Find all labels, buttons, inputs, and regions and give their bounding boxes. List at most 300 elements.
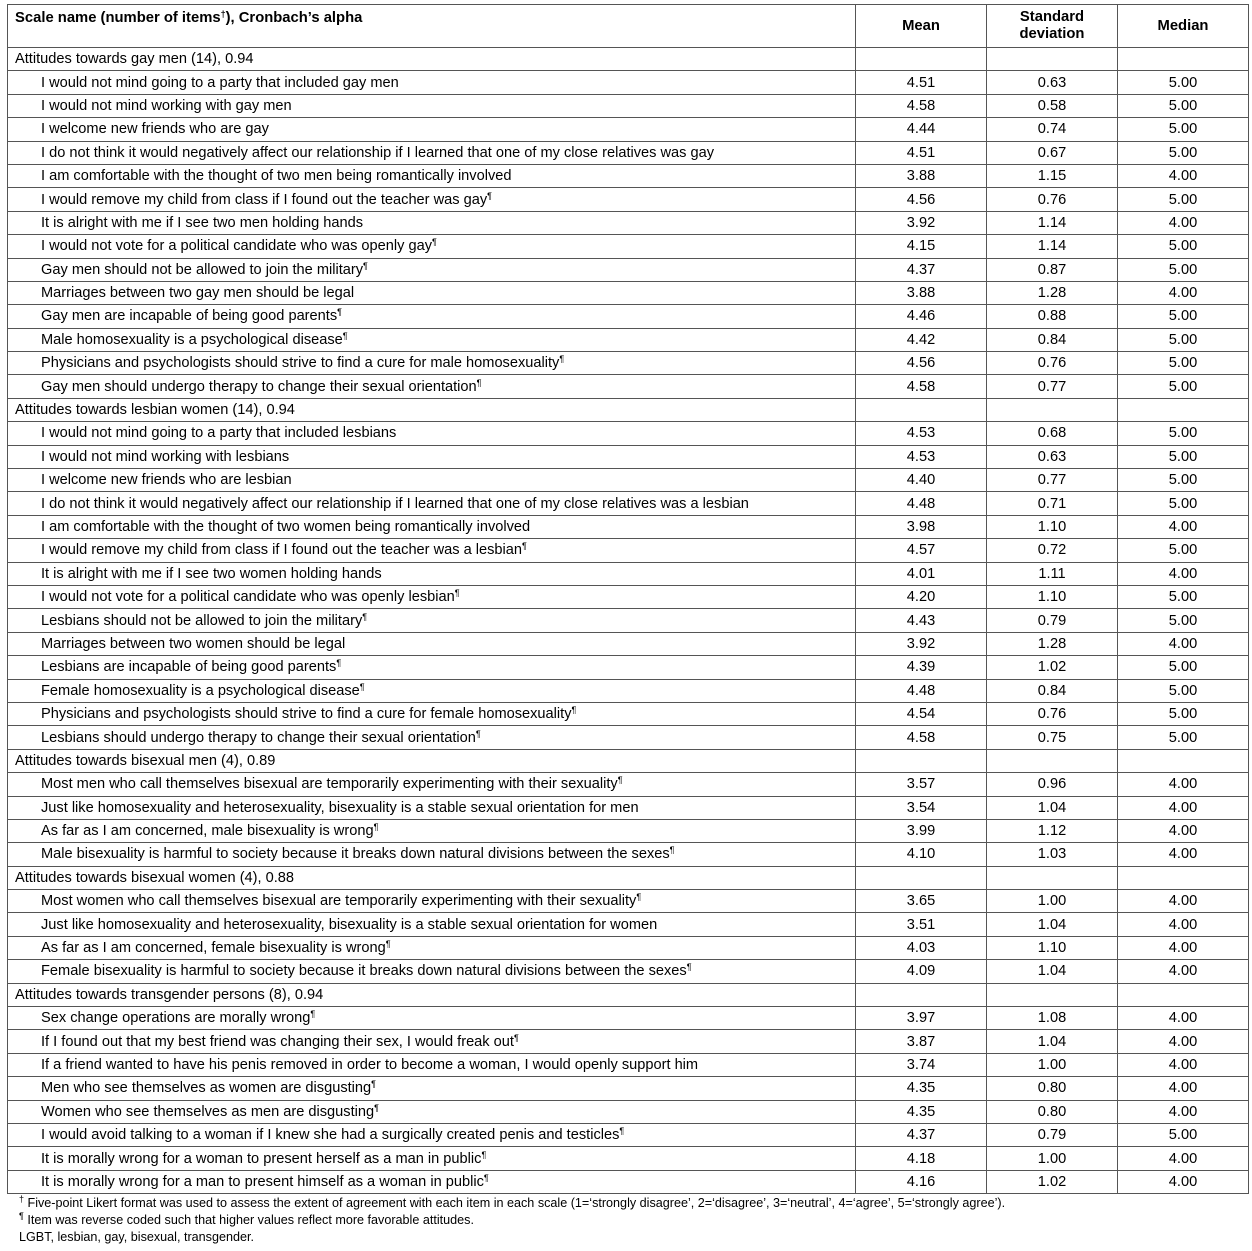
sd-value: 1.02	[987, 1170, 1118, 1193]
item-text: If a friend wanted to have his penis removed in order to become a woman, I would openly support him	[41, 1056, 699, 1073]
header-mean: Mean	[856, 5, 987, 48]
sd-value: 1.00	[987, 1053, 1118, 1076]
median-value: 4.00	[1118, 913, 1249, 936]
mean-value: 3.51	[856, 913, 987, 936]
reverse-coded-mark: ¶	[373, 822, 379, 833]
sd-value: 0.68	[987, 422, 1118, 445]
mean-value: 4.37	[856, 1123, 987, 1146]
item-text-cell	[8, 1077, 856, 1100]
table-row	[8, 936, 1249, 959]
item-text: Most men who call themselves bisexual are temporarily experimenting with their sexuality	[41, 776, 618, 793]
item-text-cell	[8, 796, 856, 819]
item-text: I would remove my child from class if I found out the teacher was a lesbian	[41, 542, 523, 559]
mean-value: 4.40	[856, 469, 987, 492]
header-median: Median	[1118, 5, 1249, 48]
sd-value: 0.80	[987, 1077, 1118, 1100]
median-value: 4.00	[1118, 960, 1249, 983]
item-text: Gay men are incapable of being good parents	[41, 308, 338, 325]
median-value: 4.00	[1118, 281, 1249, 304]
table-row	[8, 796, 1249, 819]
table-row	[8, 164, 1249, 187]
sd-value: 1.10	[987, 585, 1118, 608]
median-value: 5.00	[1118, 71, 1249, 94]
item-text-cell	[8, 585, 856, 608]
sd-value: 0.76	[987, 702, 1118, 725]
sd-value: 0.71	[987, 492, 1118, 515]
header-scale-name: Scale name (number of items†), Cronbach’s alpha	[8, 5, 856, 48]
mean-value: 3.99	[856, 819, 987, 842]
table-row	[8, 1053, 1249, 1076]
median-value: 4.00	[1118, 843, 1249, 866]
sd-value: 0.77	[987, 469, 1118, 492]
footnote-mark: †	[19, 1194, 25, 1204]
table-row	[8, 819, 1249, 842]
item-text: I would not mind working with lesbians	[41, 448, 290, 465]
median-value: 4.00	[1118, 632, 1249, 655]
item-text-cell	[8, 913, 856, 936]
table-row	[8, 679, 1249, 702]
median-value: 5.00	[1118, 188, 1249, 211]
sd-value: 0.76	[987, 188, 1118, 211]
median-value: 4.00	[1118, 211, 1249, 234]
footnote-mark: ¶	[19, 1211, 24, 1221]
median-value: 4.00	[1118, 819, 1249, 842]
empty-cell	[856, 866, 987, 889]
median-value: 4.00	[1118, 164, 1249, 187]
table-row	[8, 211, 1249, 234]
mean-value: 4.53	[856, 422, 987, 445]
item-text: If I found out that my best friend was changing their sex, I would freak out	[41, 1033, 514, 1050]
reverse-coded-mark: ¶	[454, 588, 460, 599]
empty-cell	[1118, 749, 1249, 772]
median-value: 5.00	[1118, 305, 1249, 328]
item-text: I would remove my child from class if I found out the teacher was gay	[41, 191, 488, 208]
item-text: Male homosexuality is a psychological disease	[41, 331, 343, 348]
item-text: Lesbians should not be allowed to join the military	[41, 612, 363, 629]
item-text-cell	[8, 960, 856, 983]
sd-value: 1.10	[987, 936, 1118, 959]
reverse-coded-mark: ¶	[363, 260, 368, 271]
reverse-coded-mark: ¶	[432, 237, 437, 248]
median-value: 4.00	[1118, 1053, 1249, 1076]
median-value: 5.00	[1118, 702, 1249, 725]
mean-value: 4.37	[856, 258, 987, 281]
item-text-cell	[8, 1007, 856, 1030]
median-value: 4.00	[1118, 796, 1249, 819]
sd-value: 0.58	[987, 94, 1118, 117]
item-text-cell	[8, 258, 856, 281]
median-value: 5.00	[1118, 352, 1249, 375]
table-row	[8, 235, 1249, 258]
sd-value: 0.96	[987, 773, 1118, 796]
sd-value: 0.87	[987, 258, 1118, 281]
table-row	[8, 71, 1249, 94]
item-text-cell	[8, 702, 856, 725]
item-text-cell	[8, 164, 856, 187]
empty-cell	[856, 398, 987, 421]
item-text: I would not mind going to a party that included gay men	[41, 74, 399, 91]
table-row	[8, 1030, 1249, 1053]
reverse-coded-mark: ¶	[371, 1079, 376, 1090]
item-text: Just like homosexuality and heterosexuality, bisexuality is a stable sexual orientation for men	[41, 799, 639, 816]
reverse-coded-mark: ¶	[385, 939, 391, 950]
sd-value: 0.63	[987, 445, 1118, 468]
median-value: 4.00	[1118, 1147, 1249, 1170]
median-value: 5.00	[1118, 656, 1249, 679]
table-row	[8, 843, 1249, 866]
sd-value: 1.04	[987, 1030, 1118, 1053]
median-value: 5.00	[1118, 726, 1249, 749]
mean-value: 4.09	[856, 960, 987, 983]
item-text-cell	[8, 1053, 856, 1076]
sd-value: 1.00	[987, 890, 1118, 913]
mean-value: 3.92	[856, 632, 987, 655]
table-row	[8, 1007, 1249, 1030]
median-value: 4.00	[1118, 936, 1249, 959]
item-text-cell	[8, 1100, 856, 1123]
sd-value: 1.14	[987, 235, 1118, 258]
sd-value: 0.74	[987, 118, 1118, 141]
table-row	[8, 960, 1249, 983]
mean-value: 4.15	[856, 235, 987, 258]
sd-value: 0.76	[987, 352, 1118, 375]
table-row	[8, 702, 1249, 725]
section-title: Attitudes towards transgender persons (8), 0.94	[8, 983, 856, 1006]
item-text-cell	[8, 118, 856, 141]
footnote-text: LGBT, lesbian, gay, bisexual, transgender.	[19, 1230, 254, 1244]
table-row	[8, 445, 1249, 468]
sd-value: 1.00	[987, 1147, 1118, 1170]
item-text-cell	[8, 211, 856, 234]
item-text-cell	[8, 539, 856, 562]
table-row	[8, 656, 1249, 679]
sd-value: 1.03	[987, 843, 1118, 866]
sd-value: 0.79	[987, 1123, 1118, 1146]
median-value: 5.00	[1118, 422, 1249, 445]
reverse-coded-mark: ¶	[310, 1009, 316, 1020]
table-row	[8, 469, 1249, 492]
median-value: 5.00	[1118, 679, 1249, 702]
item-text: I welcome new friends who are gay	[41, 121, 269, 138]
section-row	[8, 48, 1249, 71]
mean-value: 4.58	[856, 726, 987, 749]
median-value: 4.00	[1118, 1007, 1249, 1030]
item-text-cell	[8, 445, 856, 468]
table-row	[8, 1170, 1249, 1193]
mean-value: 4.01	[856, 562, 987, 585]
mean-value: 4.20	[856, 585, 987, 608]
mean-value: 3.98	[856, 515, 987, 538]
section-title: Attitudes towards lesbian women (14), 0.94	[8, 398, 856, 421]
table-row	[8, 141, 1249, 164]
item-text-cell	[8, 515, 856, 538]
reverse-coded-mark: ¶	[359, 681, 365, 692]
empty-cell	[856, 48, 987, 71]
reverse-coded-mark: ¶	[374, 1102, 379, 1113]
median-value: 4.00	[1118, 890, 1249, 913]
median-value: 4.00	[1118, 773, 1249, 796]
footnotes	[19, 1195, 1005, 1246]
median-value: 5.00	[1118, 258, 1249, 281]
median-value: 4.00	[1118, 1170, 1249, 1193]
item-text-cell	[8, 492, 856, 515]
item-text: I am comfortable with the thought of two men being romantically involved	[41, 168, 512, 185]
reverse-coded-mark: ¶	[686, 962, 692, 973]
item-text-cell	[8, 562, 856, 585]
sd-value: 0.63	[987, 71, 1118, 94]
section-row	[8, 866, 1249, 889]
item-text: I would not mind working with gay men	[41, 97, 292, 114]
median-value: 4.00	[1118, 1100, 1249, 1123]
empty-cell	[1118, 983, 1249, 1006]
item-text-cell	[8, 1147, 856, 1170]
item-text: Physicians and psychologists should strive to find a cure for male homosexuality	[41, 355, 560, 372]
table-row	[8, 422, 1249, 445]
reverse-coded-mark: ¶	[617, 775, 623, 786]
item-text: Lesbians are incapable of being good parents	[41, 659, 337, 676]
empty-cell	[987, 866, 1118, 889]
attitudes-table	[7, 4, 1249, 1194]
mean-value: 4.42	[856, 328, 987, 351]
sd-value: 1.04	[987, 913, 1118, 936]
empty-cell	[1118, 398, 1249, 421]
table-row	[8, 1077, 1249, 1100]
item-text-cell	[8, 71, 856, 94]
item-text-cell	[8, 305, 856, 328]
item-text: As far as I am concerned, male bisexuality is wrong	[41, 823, 374, 840]
sd-value: 0.72	[987, 539, 1118, 562]
sd-value: 0.77	[987, 375, 1118, 398]
item-text: Marriages between two gay men should be legal	[41, 285, 355, 302]
sd-value: 1.08	[987, 1007, 1118, 1030]
sd-value: 0.75	[987, 726, 1118, 749]
item-text-cell	[8, 281, 856, 304]
reverse-coded-mark: ¶	[362, 611, 368, 622]
median-value: 5.00	[1118, 141, 1249, 164]
table-row	[8, 515, 1249, 538]
item-text: I would not vote for a political candidate who was openly gay	[41, 238, 433, 255]
item-text: I do not think it would negatively affect our relationship if I learned that one of my close relatives was gay	[41, 144, 715, 161]
item-text: I would avoid talking to a woman if I knew she had a surgically created penis and testicles	[41, 1127, 620, 1144]
mean-value: 4.48	[856, 679, 987, 702]
reverse-coded-mark: ¶	[571, 705, 577, 716]
item-text: Sex change operations are morally wrong	[41, 1010, 311, 1027]
mean-value: 3.97	[856, 1007, 987, 1030]
median-value: 5.00	[1118, 492, 1249, 515]
footnote-text: Five-point Likert format was used to assess the extent of agreement with each item in each scale (1=‘strongly disagree’, 2=‘disagree’, 3=‘neutral’, 4=‘agree’, 5=‘strongly agree’).	[24, 1196, 1006, 1210]
mean-value: 3.88	[856, 281, 987, 304]
table-row	[8, 890, 1249, 913]
item-text-cell	[8, 1030, 856, 1053]
table-row	[8, 773, 1249, 796]
section-title: Attitudes towards bisexual women (4), 0.88	[8, 866, 856, 889]
median-value: 5.00	[1118, 445, 1249, 468]
section-title: Attitudes towards bisexual men (4), 0.89	[8, 749, 856, 772]
empty-cell	[1118, 48, 1249, 71]
mean-value: 3.88	[856, 164, 987, 187]
mean-value: 4.56	[856, 352, 987, 375]
table-row	[8, 585, 1249, 608]
item-text-cell	[8, 1123, 856, 1146]
item-text: Gay men should undergo therapy to change their sexual orientation	[41, 378, 477, 395]
header-standard-deviation: Standard deviation	[987, 5, 1118, 48]
item-text-cell	[8, 422, 856, 445]
sd-value: 1.12	[987, 819, 1118, 842]
item-text: It is morally wrong for a woman to present herself as a man in public	[41, 1150, 482, 1167]
mean-value: 4.35	[856, 1077, 987, 1100]
item-text-cell	[8, 632, 856, 655]
median-value: 4.00	[1118, 562, 1249, 585]
reverse-coded-mark: ¶	[475, 728, 481, 739]
mean-value: 4.56	[856, 188, 987, 211]
reverse-coded-mark: ¶	[559, 354, 565, 365]
item-text-cell	[8, 773, 856, 796]
item-text-cell	[8, 469, 856, 492]
median-value: 4.00	[1118, 1030, 1249, 1053]
item-text-cell	[8, 819, 856, 842]
mean-value: 4.58	[856, 94, 987, 117]
empty-cell	[987, 398, 1118, 421]
item-text: Marriages between two women should be legal	[41, 635, 346, 652]
sd-value: 1.04	[987, 960, 1118, 983]
mean-value: 4.18	[856, 1147, 987, 1170]
table-body	[8, 48, 1249, 1194]
header-row	[8, 5, 1249, 48]
item-text: It is alright with me if I see two women holding hands	[41, 565, 382, 582]
item-text: Physicians and psychologists should strive to find a cure for female homosexuality	[41, 706, 572, 723]
table-row	[8, 118, 1249, 141]
item-text-cell	[8, 1170, 856, 1193]
sd-value: 0.79	[987, 609, 1118, 632]
table-row	[8, 562, 1249, 585]
mean-value: 3.54	[856, 796, 987, 819]
sd-value: 1.14	[987, 211, 1118, 234]
median-value: 5.00	[1118, 118, 1249, 141]
sd-value: 0.84	[987, 679, 1118, 702]
sd-value: 1.02	[987, 656, 1118, 679]
median-value: 5.00	[1118, 609, 1249, 632]
table-row	[8, 281, 1249, 304]
section-row	[8, 398, 1249, 421]
reverse-coded-mark: ¶	[522, 541, 527, 552]
mean-value: 4.44	[856, 118, 987, 141]
footnote	[19, 1229, 1005, 1246]
median-value: 5.00	[1118, 585, 1249, 608]
mean-value: 4.03	[856, 936, 987, 959]
median-value: 4.00	[1118, 515, 1249, 538]
mean-value: 4.58	[856, 375, 987, 398]
sd-value: 0.80	[987, 1100, 1118, 1123]
mean-value: 3.74	[856, 1053, 987, 1076]
table-row	[8, 305, 1249, 328]
table-row	[8, 913, 1249, 936]
item-text: Female homosexuality is a psychological disease	[41, 682, 360, 699]
reverse-coded-mark: ¶	[669, 845, 675, 856]
median-value: 5.00	[1118, 235, 1249, 258]
mean-value: 4.51	[856, 71, 987, 94]
reverse-coded-mark: ¶	[487, 190, 492, 201]
reverse-coded-mark: ¶	[483, 1172, 489, 1183]
sd-value: 1.10	[987, 515, 1118, 538]
empty-cell	[987, 983, 1118, 1006]
table-row	[8, 632, 1249, 655]
item-text: Most women who call themselves bisexual are temporarily experimenting with their sexuality	[41, 893, 637, 910]
mean-value: 4.48	[856, 492, 987, 515]
item-text: I would not vote for a political candidate who was openly lesbian	[41, 589, 455, 606]
mean-value: 4.51	[856, 141, 987, 164]
item-text: It is alright with me if I see two men holding hands	[41, 214, 364, 231]
reverse-coded-mark: ¶	[336, 658, 342, 669]
sd-value: 0.84	[987, 328, 1118, 351]
table-row	[8, 258, 1249, 281]
median-value: 5.00	[1118, 328, 1249, 351]
mean-value: 4.35	[856, 1100, 987, 1123]
item-text: I welcome new friends who are lesbian	[41, 472, 292, 489]
item-text-cell	[8, 352, 856, 375]
empty-cell	[987, 749, 1118, 772]
median-value: 5.00	[1118, 539, 1249, 562]
table-row	[8, 539, 1249, 562]
section-title: Attitudes towards gay men (14), 0.94	[8, 48, 856, 71]
item-text-cell	[8, 843, 856, 866]
reverse-coded-mark: ¶	[337, 307, 342, 318]
reverse-coded-mark: ¶	[481, 1149, 487, 1160]
table-row	[8, 328, 1249, 351]
section-row	[8, 749, 1249, 772]
empty-cell	[1118, 866, 1249, 889]
item-text-cell	[8, 328, 856, 351]
table-row	[8, 188, 1249, 211]
table-row	[8, 94, 1249, 117]
sd-value: 1.04	[987, 796, 1118, 819]
item-text: It is morally wrong for a man to present himself as a woman in public	[41, 1173, 484, 1190]
item-text-cell	[8, 94, 856, 117]
mean-value: 4.39	[856, 656, 987, 679]
mean-value: 4.10	[856, 843, 987, 866]
item-text-cell	[8, 141, 856, 164]
reverse-coded-mark: ¶	[636, 892, 642, 903]
sd-value: 1.15	[987, 164, 1118, 187]
empty-cell	[856, 983, 987, 1006]
mean-value: 4.16	[856, 1170, 987, 1193]
item-text: Women who see themselves as men are disgusting	[41, 1103, 375, 1120]
item-text: I do not think it would negatively affect our relationship if I learned that one of my close relatives was a lesbian	[41, 495, 749, 512]
mean-value: 4.43	[856, 609, 987, 632]
item-text-cell	[8, 726, 856, 749]
item-text: Men who see themselves as women are disgusting	[41, 1080, 372, 1097]
item-text: As far as I am concerned, female bisexuality is wrong	[41, 940, 386, 957]
item-text-cell	[8, 890, 856, 913]
reverse-coded-mark: ¶	[476, 377, 482, 388]
mean-value: 3.87	[856, 1030, 987, 1053]
footnote-text: Item was reverse coded such that higher values reflect more favorable attitudes.	[23, 1213, 474, 1227]
table-row	[8, 726, 1249, 749]
table-row	[8, 609, 1249, 632]
mean-value: 4.57	[856, 539, 987, 562]
table-row	[8, 375, 1249, 398]
item-text: Female bisexuality is harmful to society because it breaks down natural divisions between the sexes	[41, 963, 687, 980]
median-value: 5.00	[1118, 375, 1249, 398]
item-text: Lesbians should undergo therapy to change their sexual orientation	[41, 729, 476, 746]
table-row	[8, 1147, 1249, 1170]
mean-value: 4.54	[856, 702, 987, 725]
sd-value: 0.88	[987, 305, 1118, 328]
table-row	[8, 492, 1249, 515]
mean-value: 3.57	[856, 773, 987, 796]
item-text-cell	[8, 609, 856, 632]
sd-value: 1.28	[987, 281, 1118, 304]
table-row	[8, 352, 1249, 375]
